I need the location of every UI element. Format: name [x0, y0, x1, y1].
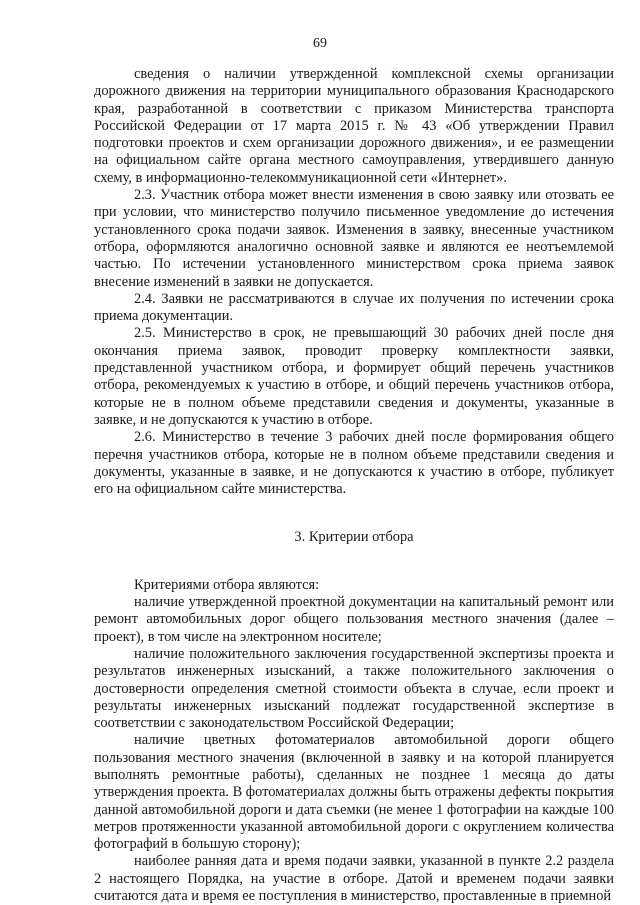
document-body: [94, 66, 614, 905]
criteria-intro: Критериями отбора являются:: [134, 576, 320, 593]
paragraph-2-4: 2.4. Заявки не рассматриваются в случае их получения по истечении срока приема документации.: [94, 290, 614, 325]
criterion-photo-materials: наличие цветных фотоматериалов автомобильной дороги общего пользования местного значения (включенной в заявку и на которой планируется выполнять ремонтные работы), сделанных не позднее 1 месяца до даты утверждения проекта. В фотоматериалах должны быть отражены дефекты покрытия данной автомобильной дороги и дата съемки (не менее 1 фотографии на каждые 100 метров протяженности указанной автомобильной дороги с округлением количества фотографий в большую сторону);: [94, 732, 614, 853]
page-number: 69: [313, 36, 327, 51]
criterion-project-documentation: наличие утвержденной проектной документации на капитальный ремонт или ремонт автомобильных дорог общего пользования местного значения (далее – проект), в том числе на электронном носителе;: [94, 594, 614, 645]
paragraph-2-6: 2.6. Министерство в течение 3 рабочих дней после формирования общего перечня участников отбора, которые не в полном объеме представили сведения и документы, указанные в заявке, и не допускаются к участию в отборе, публикует его на официальном сайте министерства.: [94, 429, 614, 498]
criterion-earliest-submission: наиболее ранняя дата и время подачи заявки, указанной в пункте 2.2 раздела 2 настоящего Порядка, на участие в отборе. Датой и временем подачи заявки считаются дата и время ее поступления в министерство, проставленные в приемной: [94, 853, 614, 905]
paragraph-road-scheme-info: сведения о наличии утвержденной комплексной схемы организации дорожного движения на территории муниципального образования Краснодарского края, разработанной в соответствии с приказом Министерства транспорта Российской Федерации от 17 марта 2015 г. № 43 «Об утверждении Правил подготовки проектов и схем организации дорожного движения», и ее размещении на официальном сайте органа местного самоуправления, утвердившего данную схему, в информационно-телекоммуникационной сети «Интернет».: [94, 66, 614, 186]
section-title: 3. Критерии отбора: [294, 529, 414, 546]
paragraph-2-3: 2.3. Участник отбора может внести изменения в свою заявку или отозвать ее при условии, что министерство получило письменное уведомление до истечения установленного срока подачи заявок. Изменения в заявку, внесенные участником отбора, оформляются аналогично основной заявке и являются ее неотъемлемой частью. По истечении установленного министерством срока приема заявок внесение изменений в заявки не допускается.: [94, 187, 614, 290]
paragraph-2-5: 2.5. Министерство в срок, не превышающий 30 рабочих дней после дня окончания приема заявок, проводит проверку комплектности заявки, представленной участником отбора, и формирует общий перечень участников отбора, рекомендуемых к участию в отборе, и общий перечень участников отбора, которые не в полном объеме представили сведения и документы, указанные в заявке, и не допускаются к участию в отборе.: [94, 325, 614, 428]
criterion-state-expertise: наличие положительного заключения государственной экспертизы проекта и результатов инженерных изысканий, а также положительного заключения о достоверности определения сметной стоимости объекта в случае, если проект и результаты инженерных изысканий подлежат государственной экспертизе в соответствии с законодательством Российской Федерации;: [94, 645, 614, 732]
